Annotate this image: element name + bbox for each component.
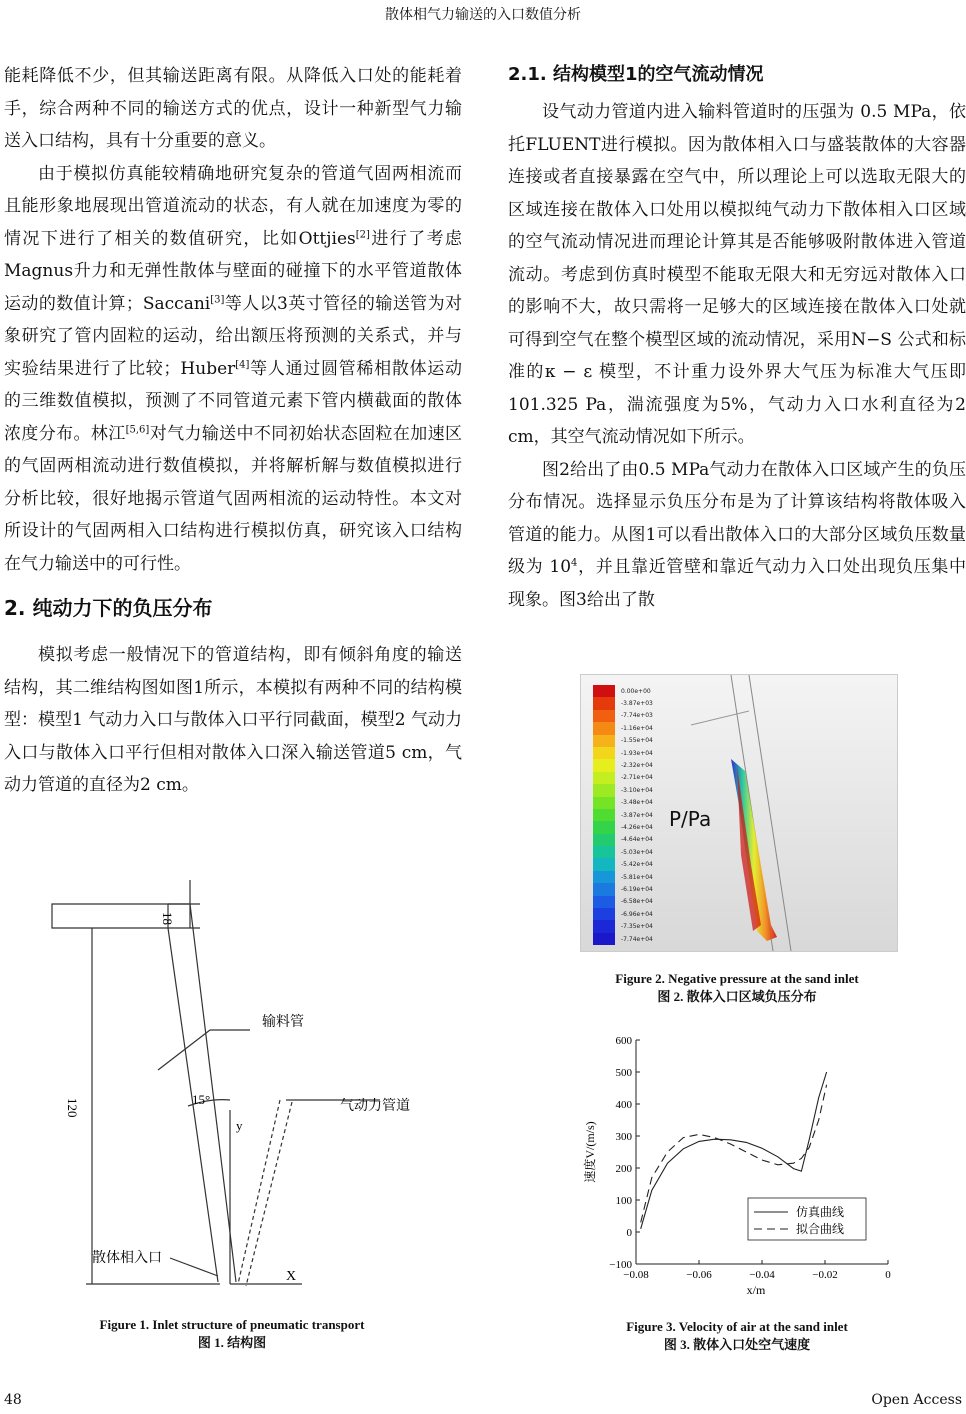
legend-label: -3.10e+04 <box>621 786 653 794</box>
y-axis-label: 速度V/(m/s) <box>583 1121 597 1183</box>
x-tick-label: −0.08 <box>623 1269 649 1281</box>
legend-label: -1.16e+04 <box>621 724 653 732</box>
citation[interactable]: [5,6] <box>125 423 150 435</box>
y-tick-label: 500 <box>615 1067 632 1079</box>
y-tick-label: 400 <box>615 1099 632 1111</box>
x-tick-label: −0.06 <box>686 1269 712 1281</box>
y-tick-label: 300 <box>615 1131 632 1143</box>
x-axis-label: x/m <box>746 1283 766 1297</box>
dim-120: 120 <box>65 1098 80 1118</box>
legend-label: -1.93e+04 <box>621 749 653 757</box>
y-tick-label: 100 <box>615 1195 632 1207</box>
legend-label: -3.87e+03 <box>621 700 653 708</box>
label-pipe: 输料管 <box>262 1015 304 1030</box>
legend-label: -6.58e+04 <box>621 898 653 906</box>
chart-legend-label: 拟合曲线 <box>796 1222 845 1236</box>
legend-label: -7.35e+04 <box>621 923 653 931</box>
chart-legend-label: 仿真曲线 <box>796 1205 845 1219</box>
legend-label: -2.32e+04 <box>621 762 653 770</box>
page-number: 48 <box>4 1392 22 1408</box>
legend-label: -6.96e+04 <box>621 910 653 918</box>
figure-1-structure-diagram <box>40 870 440 1300</box>
axis-y-label: y <box>236 1118 243 1133</box>
right-column <box>508 60 966 616</box>
figure-2-caption: Figure 2. Negative pressure at the sand inlet 图 2. 散体入口区域负压分布 <box>615 971 859 1004</box>
subsection-heading: 2.1. 结构模型1的空气流动情况 <box>508 64 764 85</box>
axis-x-label: X <box>286 1269 297 1284</box>
legend-label: -7.74e+04 <box>621 935 653 943</box>
legend-label: -3.87e+04 <box>621 811 653 819</box>
label-inlet: 散体相入口 <box>92 1251 162 1266</box>
figure-1-caption: Figure 1. Inlet structure of pneumatic transport 图 1. 结构图 <box>99 1317 365 1350</box>
legend-label: -7.74e+03 <box>621 712 653 720</box>
fig2-pipe-contour <box>581 675 897 951</box>
legend-label: -1.55e+04 <box>621 737 653 745</box>
section-heading: 2. 纯动力下的负压分布 <box>4 596 213 620</box>
paragraph-related-work: 由于模拟仿真能较精确地研究复杂的管道气固两相流而且能形象地展现出管道流动的状态，有人就在加速度为零的情况下进行了相关的数值研究，比如Ottjies[2]进行了考虑Magnus升力和无弹性散体与壁面的碰撞下的水平管道散体运动的数值计算；Saccani[3]等人以3英寸管径的输送管为对象研究了管内固粒的运动，给出额压将预测的关系式，并与实验结果进行了比较；Huber[4]等人通过圆管稀相散体运动的三维数值模拟，预测了不同管道元素下管内横截面的散体浓度分布。林江[5,6]对气力输送中不同初始状态固粒在加速区的气固两相流动进行数值模拟，并将解析解与数值模拟进行分析比较，很好地揭示管道气固两相流的运动特性。本文对所设计的气固两相入口结构进行模拟仿真，研究该入口结构在气力输送中的可行性。 <box>4 163 463 574</box>
y-tick-label: −100 <box>609 1259 632 1271</box>
legend-label: -4.26e+04 <box>621 823 653 831</box>
y-tick-label: 200 <box>615 1163 632 1175</box>
paragraph: 图2给出了由0.5 MPa气动力在散体入口区域产生的负压分布情况。选择显示负压分布是为了计算该结构将散体吸入管道的能力。从图1可以看出散体入口的大部分区域负压数量级为 $10^4$，并且靠近管壁和靠近气动力入口处出现负压集中现象。图3给出了散 <box>508 459 966 610</box>
citation[interactable]: [4] <box>235 358 250 370</box>
y-tick-label: 0 <box>626 1227 632 1239</box>
legend-label: -3.48e+04 <box>621 799 653 807</box>
legend-label: -4.64e+04 <box>621 836 653 844</box>
legend-label: -5.42e+04 <box>621 861 653 869</box>
x-tick-label: 0 <box>885 1269 891 1281</box>
open-access-label: Open Access <box>871 1392 962 1408</box>
citation[interactable]: [2] <box>355 228 370 240</box>
x-tick-label: −0.02 <box>812 1269 838 1281</box>
angle-label: 15° <box>192 1092 211 1107</box>
figure-3-velocity-chart <box>570 1030 910 1302</box>
figure-3-caption: Figure 3. Velocity of air at the sand inlet 图 3. 散体入口处空气速度 <box>626 1319 848 1352</box>
running-header: 散体相气力输送的入口数值分析 <box>385 7 581 23</box>
legend-label: -6.19e+04 <box>621 885 653 893</box>
paragraph: 模拟考虑一般情况下的管道结构，即有倾斜角度的输送结构，其二维结构图如图1所示，本模拟有两种不同的结构模型：模型1 气动力入口与散体入口平行同截面，模型2 气动力入口与散体入口平行但相对散体入口深入输送管道5 cm，气动力管道的直径为2 cm。 <box>4 645 462 795</box>
legend-label: -5.03e+04 <box>621 848 653 856</box>
legend-label: -2.71e+04 <box>621 774 653 782</box>
fig2-overlay-label: P/Pa <box>669 807 712 831</box>
legend-label: 0.00e+00 <box>621 687 651 695</box>
paragraph: 设气动力管道内进入输料管道时的压强为 0.5 MPa，依托FLUENT进行模拟。因为散体相入口与盛装散体的大容器连接或者直接暴露在空气中，所以理论上可以选取无限大的区域连接在散体入口处用以模拟纯气动力下散体相入口区域的空气流动情况进而理论计算其是否能够吸附散体进入管道流动。考虑到仿真时模型不能取无限大和无穷远对散体入口的影响不大，故只需将一足够大的区域连接在散体入口处就可得到空气在整个模型区域的流动情况，采用N−S 公式和标准的κ − ε 模型，不计重力设外界大气压为标准大气压即101.325 Pa，湍流强度为5%，气动力入口水利直径为2 cm，其空气流动情况如下所示。 <box>508 102 966 447</box>
label-air-pipe: 气动力管道 <box>340 1099 410 1114</box>
citation[interactable]: [3] <box>210 293 225 305</box>
figure-2-pressure-contour <box>580 674 898 952</box>
paragraph: 能耗降低不少，但其输送距离有限。从降低入口处的能耗着手，综合两种不同的输送方式的优点，设计一种新型气力输送入口结构，具有十分重要的意义。 <box>4 66 462 151</box>
left-column <box>4 60 462 802</box>
x-tick-label: −0.04 <box>749 1269 775 1281</box>
dim-18: 18 <box>160 912 175 925</box>
y-tick-label: 600 <box>615 1035 632 1047</box>
legend-label: -5.81e+04 <box>621 873 653 881</box>
